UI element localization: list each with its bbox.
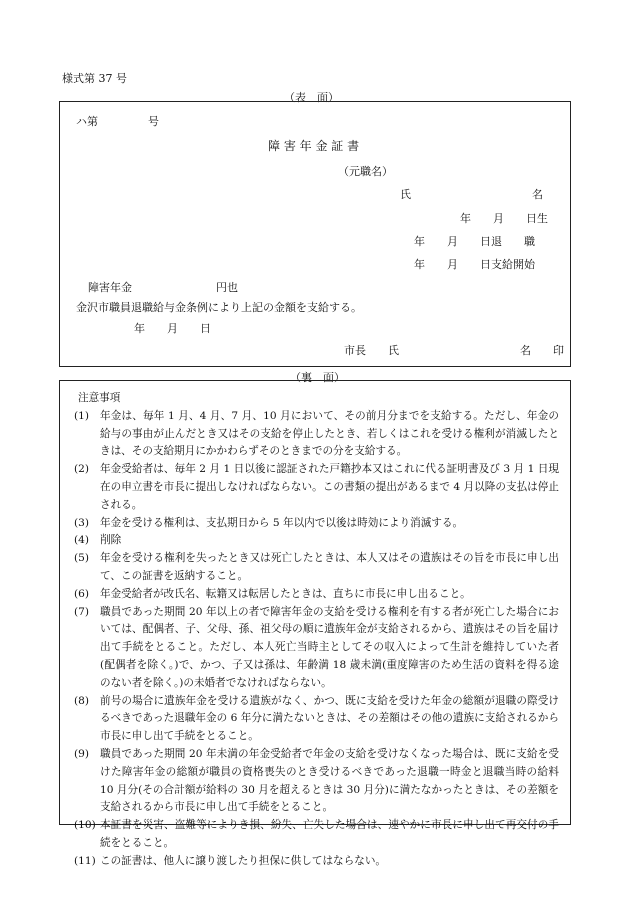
- note-text: 削除: [100, 534, 122, 547]
- front-side-label: （表 面）: [284, 91, 339, 104]
- note-item: [74, 408, 559, 461]
- note-number: (10): [74, 819, 96, 832]
- payment-start-line: 年 月 日支給開始: [414, 258, 535, 271]
- note-number: (5): [74, 552, 90, 565]
- note-text: 職員であった期間 20 年以上の者で障害年金の支給を受ける権利を有する者が死亡した場合においては、配偶者、子、父母、孫、祖父母の順に遺族年金が支給されるから、遺族はその旨を届け出て手続をとること。ただし、本人死亡当時主としてその収入によって生計を維持していた者(配偶者を除く。)で、かつ、子又は孫は、年齢満 18 歳未満(重度障害のため生活の資料を得る途のない者を除く。)の未婚者でなければならない。: [100, 605, 559, 689]
- note-item: [74, 693, 559, 746]
- cert-number-suffix: 号: [148, 115, 159, 128]
- note-number: (8): [74, 694, 90, 707]
- note-item: [74, 746, 559, 817]
- retirement-date-line: 年 月 日退 職: [414, 235, 535, 248]
- pension-unit: 円也: [216, 281, 238, 294]
- name-label-shi: 氏: [400, 188, 411, 201]
- note-number: (11): [74, 854, 96, 867]
- note-number: (6): [74, 587, 90, 600]
- note-text: 年金受給者は、毎年 2 月 1 日以後に認証された戸籍抄本又はこれに代る証明書及び 3 月 1 日現在の申立書を市長に提出しなければならない。この書類の提出があるまで 4 月以降の支払は停止される。: [100, 463, 559, 511]
- note-item: [74, 853, 559, 871]
- note-number: (9): [74, 747, 90, 760]
- note-number: (2): [74, 463, 90, 476]
- note-item: [74, 817, 559, 853]
- note-item: [74, 532, 559, 550]
- form-number: 様式第 37 号: [62, 72, 127, 85]
- back-side-label: （裏 面）: [290, 371, 345, 384]
- note-text: 年金は、毎年 1 月、4 月、7 月、10 月において、その前月分までを支給する。ただし、年金の給与の事由が止んだとき又はその支給を停止したとき、若しくはこれを受ける権利が消滅したときは、その支給期月にかかわらずそのときまでの分を支給する。: [100, 409, 559, 458]
- issue-date-line: 年 月 日: [134, 322, 211, 335]
- note-item: [74, 550, 559, 586]
- note-item: [74, 461, 559, 514]
- notes-heading: 注意事項: [78, 392, 121, 404]
- note-text: この証書は、他人に譲り渡したり担保に供してはならない。: [100, 854, 387, 867]
- pension-label: 障害年金: [88, 281, 132, 294]
- name-label-mei: 名: [532, 188, 543, 201]
- note-item: [74, 515, 559, 533]
- certificate-title: 障 害 年 金 証 書: [268, 139, 360, 153]
- mayor-name-label: 市長 氏: [344, 344, 399, 357]
- seal-label: 名 印: [520, 344, 564, 357]
- former-position-label: （元職名）: [338, 165, 393, 178]
- note-number: (7): [74, 605, 90, 618]
- note-number: (4): [74, 534, 90, 547]
- notes-section: [74, 390, 559, 871]
- note-text: 年金を受ける権利を失ったとき又は死亡したときは、本人又はその遺族はその旨を市長に申し出て、この証書を返納すること。: [100, 552, 559, 582]
- note-text: 前号の場合に遺族年金を受ける遺族がなく、かつ、既に支給を受けた年金の総額が退職の際受けるべきであった退職年金の 6 年分に満たないときは、その差額はその他の遺族に支給されるから市長に申し出て手続をとること。: [100, 694, 559, 743]
- note-item: [74, 586, 559, 604]
- note-text: 年金を受ける権利は、支払期日から 5 年以内で以後は時効により消滅する。: [100, 516, 464, 529]
- note-text: 本証書を災害、盗難等によりき損、紛失、亡失した場合は、速やかに市長に申し出て再交付の手続をとること。: [100, 819, 559, 849]
- note-number: (1): [74, 409, 90, 422]
- note-number: (3): [74, 516, 90, 529]
- note-text: 年金受給者が改氏名、転籍又は転居したときは、直ちに市長に申し出ること。: [100, 587, 471, 600]
- note-text: 職員であった期間 20 年未満の年金受給者で年金の支給を受けなくなった場合は、既に支給を受けた障害年金の総額が職員の資格喪失のとき受けるべきであった退職一時金と退職当時の給料 10 月分(その合計額が給料の 30 月を超えるときは 30 月分)に満たなかったときは、その差額を支給されるから市長に申し出て手続をとること。: [100, 747, 559, 814]
- payment-statement: 金沢市職員退職給与金条例により上記の金額を支給する。: [76, 301, 362, 314]
- cert-number-prefix: ハ第: [76, 115, 98, 128]
- birth-date-line: 年 月 日生: [460, 212, 548, 225]
- notes-list: [74, 408, 559, 871]
- note-item: [74, 604, 559, 693]
